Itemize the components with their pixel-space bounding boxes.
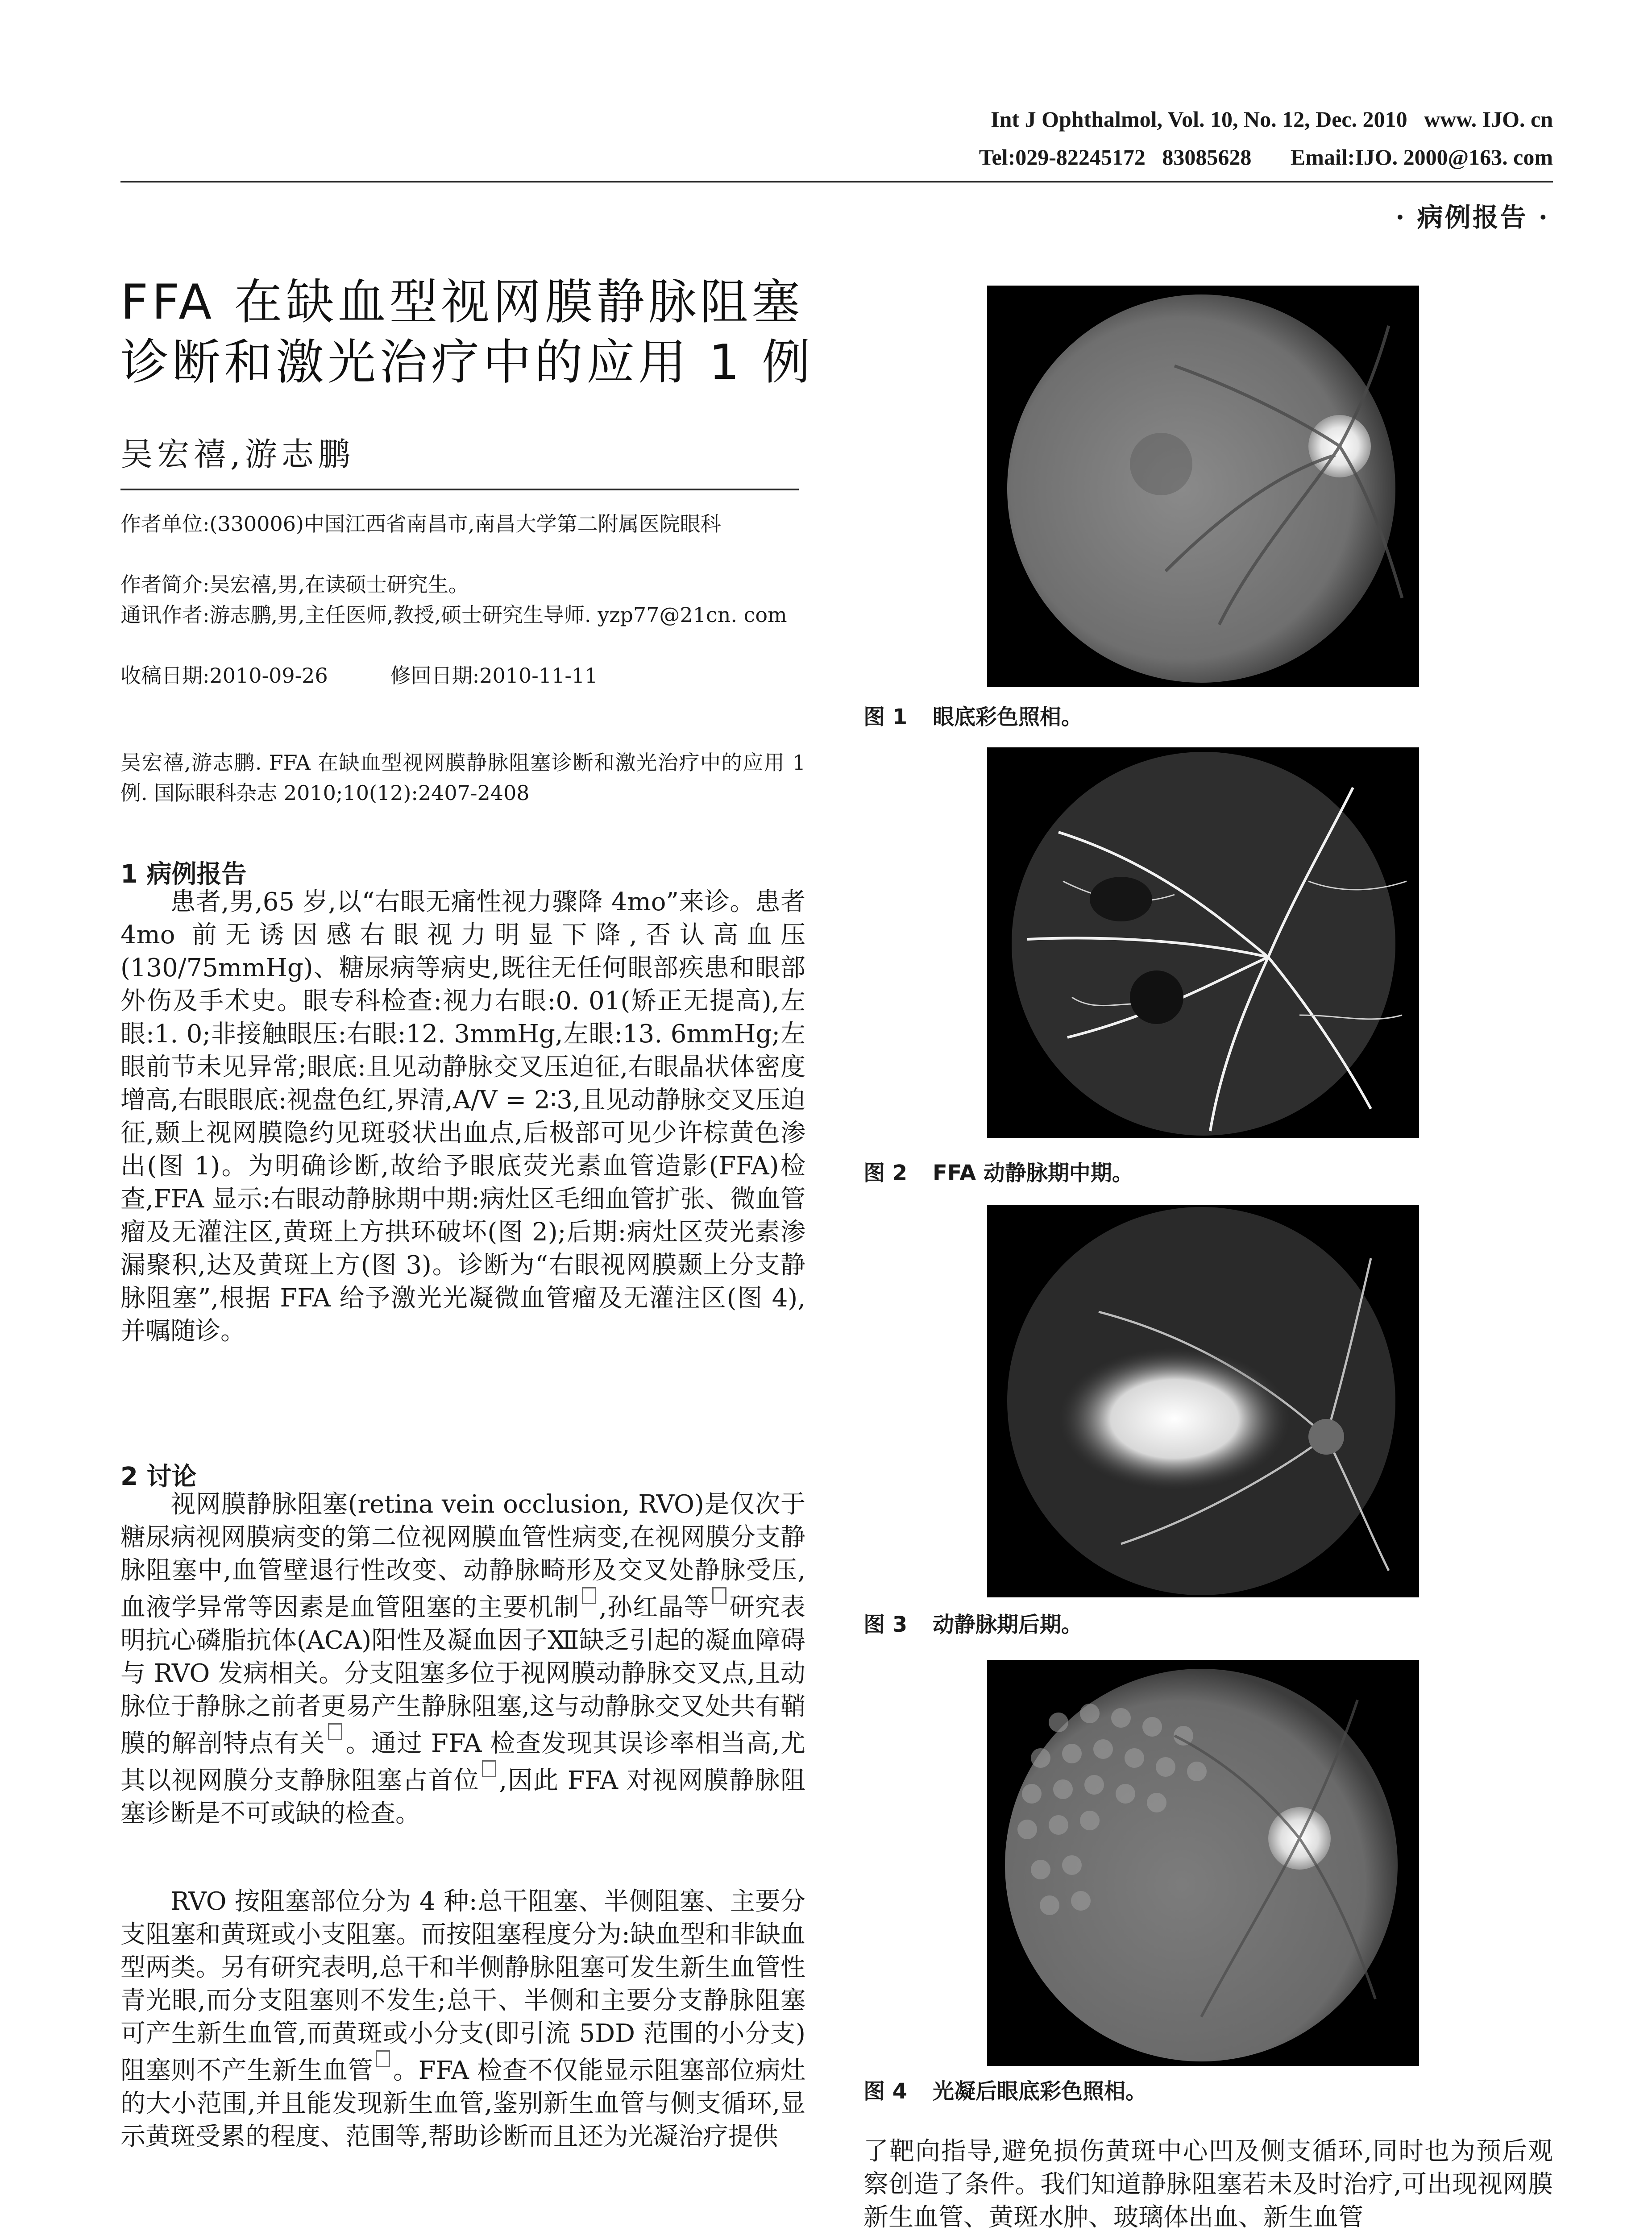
header-divider xyxy=(120,181,1553,182)
reference-marker xyxy=(376,2050,390,2067)
figure-number: 图 4 xyxy=(863,2079,908,2104)
discussion-text: ,孙红晶等 xyxy=(599,1593,710,1622)
case-report-heading: 1 病例报告 xyxy=(120,860,247,889)
author-divider xyxy=(120,489,799,490)
figure-number: 图 2 xyxy=(863,1161,908,1186)
author-brief: 作者简介:吴宏禧,男,在读硕士研究生。 xyxy=(120,572,469,597)
discussion-text: 。FFA 检查不仅能显示阻塞部位病灶的大小范围,并且能发现新生血管,鉴别新生血管与侧支循环,显示黄斑受累的程度、范围等,帮助诊断而且还为光凝治疗提供 xyxy=(120,2056,806,2151)
journal-contact-line: Tel:029-82245172 83085628 Email:IJO. 2000@163. com xyxy=(979,145,1553,170)
reference-marker xyxy=(328,1723,342,1740)
discussion-paragraph-2 xyxy=(120,1885,805,2153)
discussion-text: 视网膜静脉阻塞(retina vein occlusion, RVO)是仅次于糖尿病视网膜病变的第二位视网膜血管性病变,在视网膜分支静脉阻塞中,血管壁退行性改变、动静脉畸形及交叉处静脉受压,血液学异常等因素是血管阻塞的主要机制 xyxy=(120,1490,805,1622)
revised-date: 修回日期:2010-11-11 xyxy=(390,663,598,688)
figure-2-ffa-image xyxy=(987,747,1419,1138)
discussion-text: 。通过 FFA 检查发现其误诊率相当高,尤其以视网膜分支静脉阻塞占首位 xyxy=(120,1729,806,1795)
reference-marker xyxy=(712,1587,726,1604)
case-report-body xyxy=(120,886,805,1348)
figure-4-caption xyxy=(863,2074,1147,2105)
figure-4-fundus-photo xyxy=(987,1660,1419,2066)
affiliation: 作者单位:(330006)中国江西省南昌市,南昌大学第二附属医院眼科 xyxy=(120,512,721,536)
corresponding-author: 通讯作者:游志鹏,男,主任医师,教授,硕士研究生导师. yzp77@21cn. com xyxy=(120,603,787,627)
journal-info-line: Int J Ophthalmol, Vol. 10, No. 12, Dec. 2010 www. IJO. cn xyxy=(991,107,1553,132)
citation: 吴宏禧,游志鹏. FFA 在缺血型视网膜静脉阻塞诊断和激光治疗中的应用 1 例. 国际眼科杂志 2010;10(12):2407-2408 xyxy=(120,751,805,805)
figure-caption-text: 动静脉期后期。 xyxy=(933,1612,1083,1637)
article-title-line-2: 诊断和激光治疗中的应用 1 例 xyxy=(120,335,814,390)
figure-3-caption xyxy=(863,1607,1083,1638)
figure-3-ffa-image xyxy=(987,1205,1419,1597)
figure-caption-text: FFA 动静脉期中期。 xyxy=(933,1161,1133,1186)
discussion-heading: 2 讨论 xyxy=(120,1462,197,1491)
reference-marker xyxy=(482,1760,496,1777)
ffa-mid-phase-image xyxy=(987,747,1419,1138)
right-column-text xyxy=(863,2135,1553,2231)
figure-1-caption xyxy=(863,700,1083,730)
reference-marker xyxy=(582,1587,596,1604)
fundus-image xyxy=(987,286,1419,687)
discussion-text: ,因此 FFA 对视网膜静脉阻塞诊断是不可或缺的检查。 xyxy=(120,1766,806,1828)
continued-paragraph: 了靶向指导,避免损伤黄斑中心凹及侧支循环,同时也为预后观察创造了条件。我们知道静脉阻塞若未及时治疗,可出现视网膜新生血管、黄斑水肿、玻璃体出血、新生血管 xyxy=(863,2137,1553,2231)
discussion-text: RVO 按阻塞部位分为 4 种:总干阻塞、半侧阻塞、主要分支阻塞和黄斑或小支阻塞。而按阻塞程度分为:缺血型和非缺血型两类。另有研究表明,总干和半侧静脉阻塞可发生新生血管性青光眼,而分支阻塞则不发生;总干、半侧和主要分支静脉阻塞可产生新生血管,而黄斑或小分支(即引流 5DD 范围的小分支)阻塞则不产生新生血管 xyxy=(120,1887,805,2085)
figure-caption-text: 眼底彩色照相。 xyxy=(933,705,1083,730)
ffa-late-phase-image xyxy=(987,1205,1419,1597)
figure-caption-text: 光凝后眼底彩色照相。 xyxy=(933,2079,1147,2104)
discussion-paragraph-1 xyxy=(120,1488,805,1830)
figure-1-fundus-photo xyxy=(987,286,1419,687)
figure-2-caption xyxy=(863,1156,1133,1186)
figure-number: 图 3 xyxy=(863,1612,908,1637)
post-laser-fundus-image xyxy=(987,1660,1419,2066)
received-date: 收稿日期:2010-09-26 xyxy=(120,663,328,688)
article-title-line-1: FFA 在缺血型视网膜静脉阻塞 xyxy=(120,274,804,330)
discussion-text: 研究表明抗心磷脂抗体(ACA)阳性及凝血因子Ⅻ缺乏引起的凝血障碍与 RVO 发病相关。分支阻塞多位于视网膜动静脉交叉点,且动脉位于静脉之前者更易产生静脉阻塞,这与动静脉交叉处共有鞘膜的解剖特点有关 xyxy=(120,1593,806,1758)
article-dates xyxy=(120,660,805,691)
section-tag: · 病例报告 · xyxy=(1395,202,1549,232)
authors: 吴宏禧,游志鹏 xyxy=(120,435,355,473)
figure-number: 图 1 xyxy=(863,705,908,730)
case-paragraph: 患者,男,65 岁,以“右眼无痛性视力骤降 4mo”来诊。患者 4mo 前无诱因感右眼视力明显下降,否认高血压(130/75mmHg)、糖尿病等病史,既往无任何眼部疾患和眼部外伤及手术史。眼专科检查:视力右眼:0. 01(矫正无提高),左眼:1. 0;非接触眼压:右眼:12. 3mmHg,左眼:13. 6mmHg;左眼前节未见异常;眼底:且见动静脉交叉压迫征,右眼晶状体密度增高,右眼眼底:视盘色红,界清,A/V = 2∶3,且见动静脉交叉压迫征,颞上视网膜隐约见斑驳状出血点,后极部可见少许棕黄色渗出(图 1)。为明确诊断,故给予眼底荧光素血管造影(FFA)检查,FFA 显示:右眼动静脉期中期:病灶区毛细血管扩张、微血管瘤及无灌注区,黄斑上方拱环破坏(图 2);后期:病灶区荧光素渗漏聚积,达及黄斑上方(图 3)。诊断为“右眼视网膜颞上分支静脉阻塞”,根据 FFA 给予激光光凝微血管瘤及无灌注区(图 4),并嘱随诊。 xyxy=(120,887,805,1346)
